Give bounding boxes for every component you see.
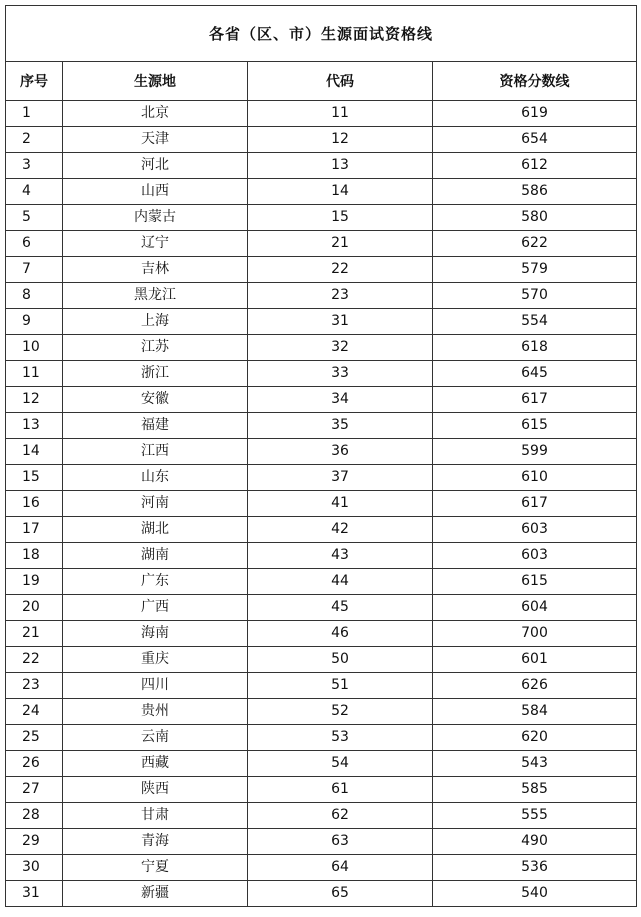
cell-score: 490 <box>433 829 637 855</box>
cell-score: 603 <box>433 543 637 569</box>
cell-seq: 13 <box>6 413 63 439</box>
table-row <box>6 335 637 361</box>
cell-region: 安徽 <box>63 387 248 413</box>
table-row <box>6 543 637 569</box>
cell-region: 湖北 <box>63 517 248 543</box>
cell-code: 14 <box>248 179 433 205</box>
cell-code: 45 <box>248 595 433 621</box>
table-row <box>6 283 637 309</box>
cell-code: 52 <box>248 699 433 725</box>
cell-seq: 11 <box>6 361 63 387</box>
cell-region: 宁夏 <box>63 855 248 881</box>
table-row <box>6 647 637 673</box>
cell-seq: 18 <box>6 543 63 569</box>
score-table-sheet <box>5 5 636 907</box>
cell-region: 陕西 <box>63 777 248 803</box>
cell-code: 62 <box>248 803 433 829</box>
header-row <box>6 62 637 101</box>
cell-score: 579 <box>433 257 637 283</box>
cell-code: 31 <box>248 309 433 335</box>
cell-seq: 8 <box>6 283 63 309</box>
cell-region: 海南 <box>63 621 248 647</box>
cell-code: 32 <box>248 335 433 361</box>
cell-region: 新疆 <box>63 881 248 907</box>
cell-code: 64 <box>248 855 433 881</box>
table-row <box>6 751 637 777</box>
header-region: 生源地 <box>63 62 248 101</box>
cell-code: 37 <box>248 465 433 491</box>
table-row <box>6 413 637 439</box>
cell-score: 620 <box>433 725 637 751</box>
cell-score: 586 <box>433 179 637 205</box>
cell-region: 河北 <box>63 153 248 179</box>
table-row <box>6 153 637 179</box>
cell-code: 12 <box>248 127 433 153</box>
cell-seq: 26 <box>6 751 63 777</box>
cell-seq: 12 <box>6 387 63 413</box>
cell-seq: 9 <box>6 309 63 335</box>
table-row <box>6 127 637 153</box>
table-row <box>6 361 637 387</box>
cell-region: 广西 <box>63 595 248 621</box>
cell-code: 21 <box>248 231 433 257</box>
cell-code: 11 <box>248 101 433 127</box>
cell-region: 黑龙江 <box>63 283 248 309</box>
cell-code: 63 <box>248 829 433 855</box>
table-row <box>6 855 637 881</box>
table-row <box>6 595 637 621</box>
table-row <box>6 803 637 829</box>
cell-score: 536 <box>433 855 637 881</box>
cell-seq: 6 <box>6 231 63 257</box>
table-row <box>6 621 637 647</box>
cell-region: 山东 <box>63 465 248 491</box>
cell-seq: 23 <box>6 673 63 699</box>
cell-code: 35 <box>248 413 433 439</box>
table-row <box>6 699 637 725</box>
cell-code: 46 <box>248 621 433 647</box>
cell-code: 23 <box>248 283 433 309</box>
cell-region: 河南 <box>63 491 248 517</box>
cell-seq: 29 <box>6 829 63 855</box>
cell-score: 617 <box>433 491 637 517</box>
cell-code: 41 <box>248 491 433 517</box>
cell-seq: 5 <box>6 205 63 231</box>
cell-seq: 17 <box>6 517 63 543</box>
cell-code: 51 <box>248 673 433 699</box>
cell-seq: 4 <box>6 179 63 205</box>
table-row <box>6 673 637 699</box>
cell-code: 61 <box>248 777 433 803</box>
cell-code: 50 <box>248 647 433 673</box>
cell-seq: 27 <box>6 777 63 803</box>
cell-seq: 30 <box>6 855 63 881</box>
cell-region: 天津 <box>63 127 248 153</box>
header-code: 代码 <box>248 62 433 101</box>
cell-score: 603 <box>433 517 637 543</box>
score-table <box>5 5 637 907</box>
cell-seq: 31 <box>6 881 63 907</box>
cell-region: 贵州 <box>63 699 248 725</box>
cell-code: 33 <box>248 361 433 387</box>
cell-score: 612 <box>433 153 637 179</box>
cell-region: 四川 <box>63 673 248 699</box>
cell-score: 555 <box>433 803 637 829</box>
cell-seq: 20 <box>6 595 63 621</box>
cell-score: 626 <box>433 673 637 699</box>
table-row <box>6 179 637 205</box>
cell-score: 619 <box>433 101 637 127</box>
cell-seq: 19 <box>6 569 63 595</box>
cell-seq: 21 <box>6 621 63 647</box>
header-seq: 序号 <box>6 62 63 101</box>
cell-seq: 7 <box>6 257 63 283</box>
table-row <box>6 569 637 595</box>
cell-score: 622 <box>433 231 637 257</box>
cell-score: 554 <box>433 309 637 335</box>
cell-score: 654 <box>433 127 637 153</box>
cell-score: 584 <box>433 699 637 725</box>
table-row <box>6 257 637 283</box>
cell-region: 内蒙古 <box>63 205 248 231</box>
cell-region: 重庆 <box>63 647 248 673</box>
cell-score: 700 <box>433 621 637 647</box>
cell-seq: 22 <box>6 647 63 673</box>
cell-score: 615 <box>433 413 637 439</box>
cell-code: 36 <box>248 439 433 465</box>
table-row <box>6 439 637 465</box>
cell-score: 570 <box>433 283 637 309</box>
cell-region: 青海 <box>63 829 248 855</box>
cell-seq: 24 <box>6 699 63 725</box>
cell-score: 543 <box>433 751 637 777</box>
table-row <box>6 777 637 803</box>
table-row <box>6 829 637 855</box>
cell-region: 湖南 <box>63 543 248 569</box>
cell-score: 540 <box>433 881 637 907</box>
cell-region: 辽宁 <box>63 231 248 257</box>
table-title: 各省（区、市）生源面试资格线 <box>6 6 637 62</box>
cell-seq: 25 <box>6 725 63 751</box>
table-row <box>6 465 637 491</box>
cell-seq: 28 <box>6 803 63 829</box>
cell-code: 43 <box>248 543 433 569</box>
cell-region: 云南 <box>63 725 248 751</box>
table-row <box>6 101 637 127</box>
table-row <box>6 881 637 907</box>
cell-region: 甘肃 <box>63 803 248 829</box>
cell-code: 13 <box>248 153 433 179</box>
cell-score: 618 <box>433 335 637 361</box>
cell-score: 580 <box>433 205 637 231</box>
cell-score: 610 <box>433 465 637 491</box>
cell-code: 53 <box>248 725 433 751</box>
table-row <box>6 491 637 517</box>
cell-region: 北京 <box>63 101 248 127</box>
cell-code: 34 <box>248 387 433 413</box>
cell-region: 江西 <box>63 439 248 465</box>
cell-code: 54 <box>248 751 433 777</box>
cell-seq: 1 <box>6 101 63 127</box>
cell-seq: 14 <box>6 439 63 465</box>
cell-seq: 15 <box>6 465 63 491</box>
cell-code: 65 <box>248 881 433 907</box>
cell-score: 615 <box>433 569 637 595</box>
cell-code: 22 <box>248 257 433 283</box>
table-row <box>6 387 637 413</box>
cell-score: 645 <box>433 361 637 387</box>
cell-region: 山西 <box>63 179 248 205</box>
table-row <box>6 231 637 257</box>
table-row <box>6 309 637 335</box>
title-row <box>6 6 637 62</box>
table-row <box>6 725 637 751</box>
cell-score: 599 <box>433 439 637 465</box>
cell-code: 42 <box>248 517 433 543</box>
cell-seq: 3 <box>6 153 63 179</box>
cell-region: 江苏 <box>63 335 248 361</box>
cell-score: 604 <box>433 595 637 621</box>
cell-code: 44 <box>248 569 433 595</box>
cell-region: 浙江 <box>63 361 248 387</box>
cell-region: 福建 <box>63 413 248 439</box>
cell-score: 585 <box>433 777 637 803</box>
table-body <box>6 101 637 907</box>
table-row <box>6 205 637 231</box>
cell-region: 广东 <box>63 569 248 595</box>
cell-seq: 16 <box>6 491 63 517</box>
cell-code: 15 <box>248 205 433 231</box>
header-score: 资格分数线 <box>433 62 637 101</box>
cell-seq: 2 <box>6 127 63 153</box>
cell-region: 上海 <box>63 309 248 335</box>
table-row <box>6 517 637 543</box>
cell-score: 617 <box>433 387 637 413</box>
cell-region: 吉林 <box>63 257 248 283</box>
cell-region: 西藏 <box>63 751 248 777</box>
cell-seq: 10 <box>6 335 63 361</box>
cell-score: 601 <box>433 647 637 673</box>
